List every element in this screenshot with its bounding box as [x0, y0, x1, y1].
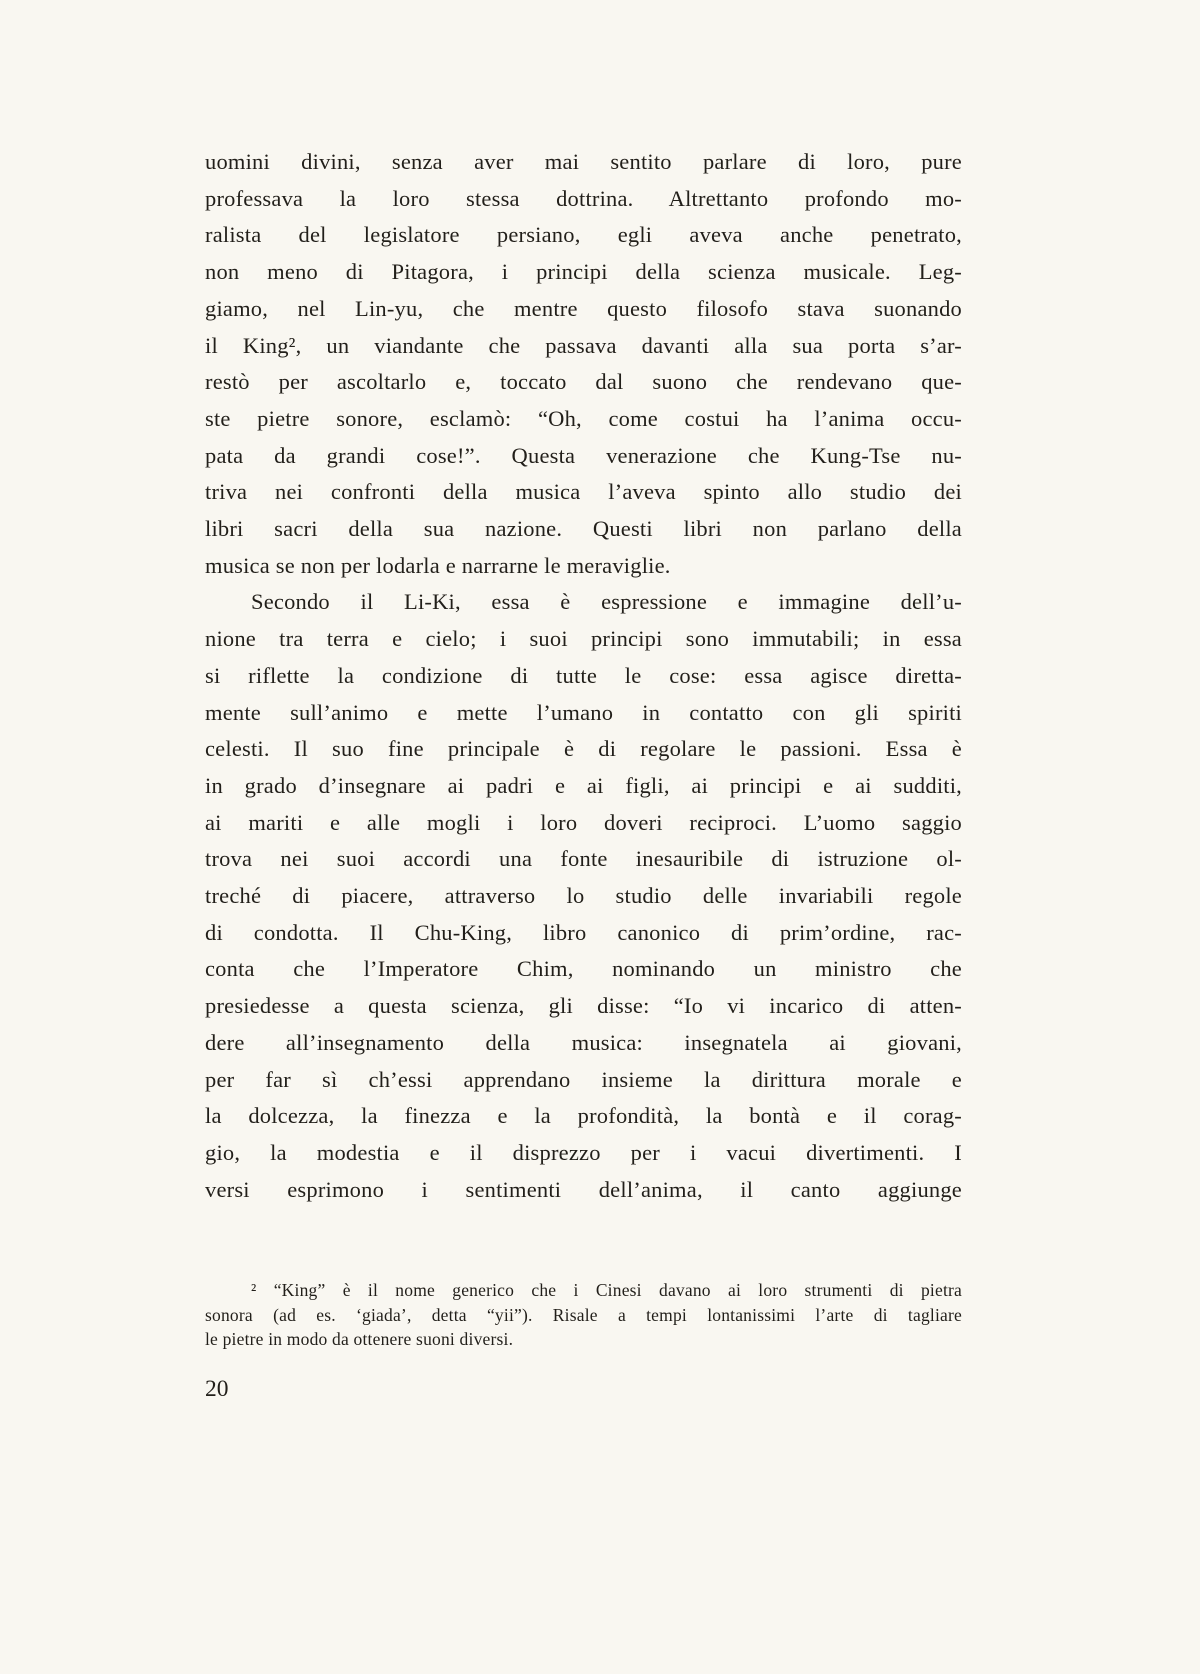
text-line: il King², un viandante che passava davanti alla sua porta s’ar-	[205, 332, 962, 358]
text-line: ralista del legislatore persiano, egli aveva anche penetrato,	[205, 222, 962, 248]
text-line: triva nei confronti della musica l’aveva spinto allo studio dei	[205, 479, 962, 505]
text-line: presiedesse a questa scienza, gli disse: “Io vi incarico di atten-	[205, 993, 962, 1019]
text-line: la dolcezza, la finezza e la profondità, la bontà e il corag-	[205, 1103, 962, 1129]
text-line: restò per ascoltarlo e, toccato dal suono che rendevano que-	[205, 369, 962, 395]
body-text	[205, 144, 962, 1208]
text-line: trova nei suoi accordi una fonte inesauribile di istruzione ol-	[205, 846, 962, 872]
footnote-line: le pietre in modo da ottenere suoni diversi.	[205, 1329, 514, 1349]
text-line: ai mariti e alle mogli i loro doveri reciproci. L’uomo saggio	[205, 809, 962, 835]
text-line: nione tra terra e cielo; i suoi principi sono immutabili; in essa	[205, 626, 962, 652]
paragraph-2	[205, 584, 962, 1208]
text-line: dere all’insegnamento della musica: insegnatela ai giovani,	[205, 1029, 962, 1055]
text-line: conta che l’Imperatore Chim, nominando un ministro che	[205, 956, 962, 982]
text-line: gio, la modestia e il disprezzo per i vacui divertimenti. I	[205, 1139, 962, 1165]
footnote-line: ² “King” è il nome generico che i Cinesi davano ai loro strumenti di pietra	[251, 1280, 962, 1300]
text-line: per far sì ch’essi apprendano insieme la dirittura morale e	[205, 1066, 962, 1092]
text-line: ste pietre sonore, esclamò: “Oh, come costui ha l’anima occu-	[205, 405, 962, 431]
text-line: non meno di Pitagora, i principi della scienza musicale. Leg-	[205, 259, 962, 285]
text-line: giamo, nel Lin-yu, che mentre questo filosofo stava suonando	[205, 295, 962, 321]
text-line: treché di piacere, attraverso lo studio delle invariabili regole	[205, 883, 962, 909]
text-line: si riflette la condizione di tutte le cose: essa agisce diretta-	[205, 662, 962, 688]
text-line: mente sull’animo e mette l’umano in contatto con gli spiriti	[205, 699, 962, 725]
text-line: celesti. Il suo fine principale è di regolare le passioni. Essa è	[205, 736, 962, 762]
text-line: pata da grandi cose!”. Questa venerazione che Kung-Tse nu-	[205, 442, 962, 468]
page-number: 20	[205, 1376, 229, 1402]
footnote-line: sonora (ad es. ‘giada’, detta “yii”). Risale a tempi lontanissimi l’arte di tagliare	[205, 1304, 962, 1325]
text-line: di condotta. Il Chu-King, libro canonico di prim’ordine, rac-	[205, 919, 962, 945]
text-line: professava la loro stessa dottrina. Altrettanto profondo mo-	[205, 185, 962, 211]
text-line: libri sacri della sua nazione. Questi libri non parlano della	[205, 516, 962, 542]
text-line: musica se non per lodarla e narrarne le meraviglie.	[205, 552, 671, 578]
text-line: Secondo il Li-Ki, essa è espressione e immagine dell’u-	[251, 589, 962, 615]
text-line: in grado d’insegnare ai padri e ai figli, ai principi e ai sudditi,	[205, 772, 962, 798]
text-line: versi esprimono i sentimenti dell’anima, il canto aggiunge	[205, 1176, 962, 1202]
paragraph-1	[205, 144, 962, 584]
text-line: uomini divini, senza aver mai sentito parlare di loro, pure	[205, 149, 962, 174]
footnote	[205, 1278, 962, 1352]
